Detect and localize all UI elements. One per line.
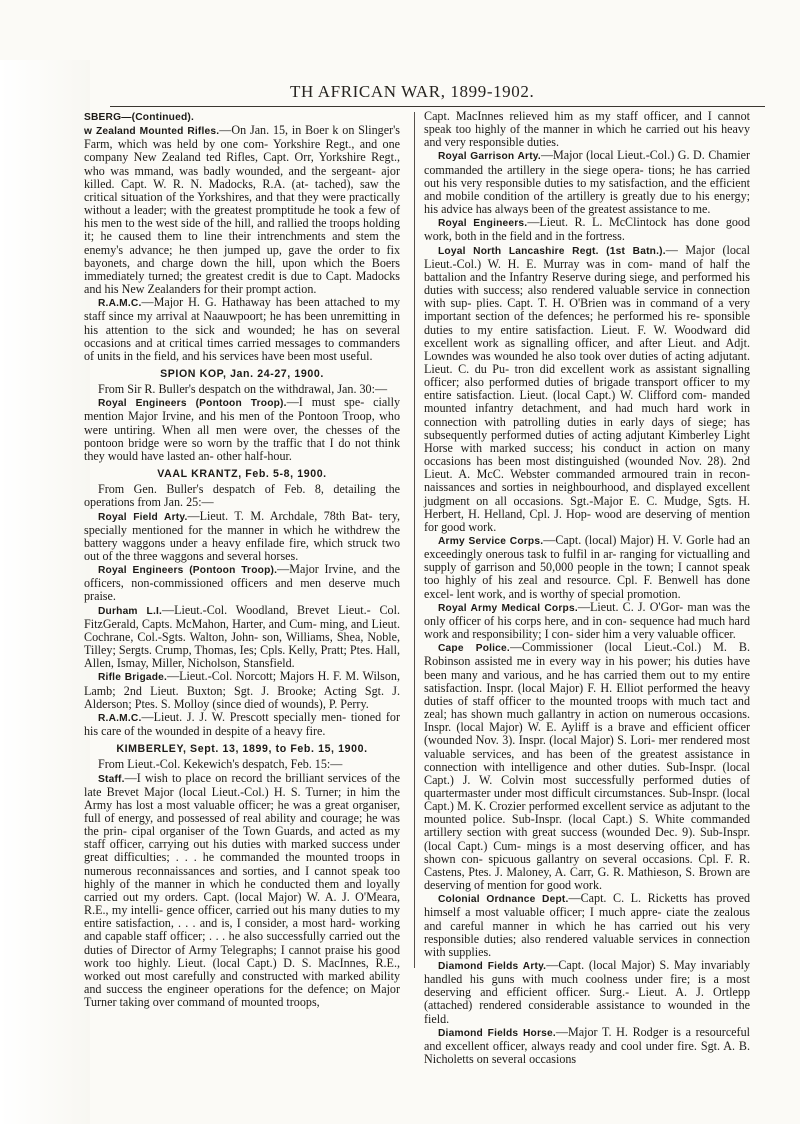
section-heading: VAAL KRANTZ, Feb. 5-8, 1900.	[157, 468, 327, 481]
entry-paragraph	[424, 892, 750, 959]
right-column	[424, 110, 750, 1066]
entry-paragraph	[424, 244, 750, 534]
entry-text: —Lieut. R. L. McClintock has done good work, both in the field and in the fortress.	[424, 215, 751, 244]
entry-text: —Capt. (local) Major) H. V. Gorle had an exceedingly onerous task to fulfil in ar- ranging for victualling and supply of garrison and 50,000 people in the town; I cannot speak too highly of his zeal and resource. Cpl. F. Benwell has done excel- lent work, and is worthy of special promotion.	[424, 533, 750, 601]
entry-text: —Lieut.-Col. Norcott; Majors H. F. M. Wilson, Lamb; 2nd Lieut. Buxton; Sgt. J. Brooke; Acting Sgt. J. Alderson; Ptes. S. Molloy (since died of wounds), P. Perry.	[84, 669, 400, 711]
unit-heading: R.A.M.C.	[98, 712, 142, 724]
section-heading: SPION KOP, Jan. 24-27, 1900.	[160, 367, 324, 380]
running-head: TH AFRICAN WAR, 1899-1902.	[290, 82, 535, 101]
entry-paragraph	[84, 772, 400, 1010]
entry-text: —Capt. (local Major) S. May invariably handled his guns with much coolness under fire; is a most deserving and efficient officer. Surg.- Lieut. A. J. Ortlepp (attached) rendered considerable assistance to wounded in the field.	[424, 958, 750, 1026]
despatch-intro: From Lieut.-Col. Kekewich's despatch, Feb. 15:—	[98, 757, 343, 772]
unit-heading: Staff.	[98, 773, 125, 785]
entry-paragraph	[84, 296, 400, 363]
unit-heading: Colonial Ordnance Dept.	[438, 894, 569, 906]
entry-paragraph	[424, 149, 750, 216]
entry-text: —Major T. H. Rodger is a resourceful and excellent officer, always ready and cool under fire. Sgt. A. B. Nicholetts on several occasions	[424, 1024, 750, 1067]
unit-heading: Loyal North Lancashire Regt. (1st Batn.).	[438, 245, 666, 257]
section-heading: KIMBERLEY, Sept. 13, 1899, to Feb. 15, 1900.	[116, 743, 368, 756]
entry-text: —I must spe- cially mention Major Irvine, and his men of the Pontoon Troop, who were untiring. When all men were over, the chesses of the pontoon bridge were so worn by the traffic that I do not think they would have lasted an- other half-hour.	[84, 395, 400, 463]
entry-paragraph: Capt. MacInnes relieved him as my staff officer, and I cannot speak too highly of the manner in which he carried out his heavy and very responsible duties.	[424, 109, 750, 150]
entry-text: —Major Irvine, and the officers, non-commissioned officers and men deserve much praise.	[84, 562, 400, 604]
unit-heading: w Zealand Mounted Rifles.	[84, 126, 220, 138]
unit-heading: Royal Engineers (Pontoon Troop).	[98, 398, 287, 410]
entry-paragraph	[84, 396, 400, 463]
unit-heading: Diamond Fields Arty.	[438, 961, 547, 972]
unit-heading: R.A.M.C.	[98, 298, 142, 310]
entry-text: —Major H. G. Hathaway has been attached to my staff since my arrival at Naauwpoort; he has been unremitting in his attention to the sick and wounded; he has on several occasions and at critical times carried messages to commanders of units in the field, and his services have been most useful.	[84, 295, 400, 363]
entry-paragraph	[424, 601, 750, 641]
entry-paragraph	[84, 711, 400, 738]
unit-heading: Rifle Brigade.	[98, 672, 168, 684]
entry-text: —Lieut. C. J. O'Gor- man was the only officer of his corps here, and in con- sequence had much hard work and responsibility; I con- sider him a very valuable officer.	[424, 599, 750, 642]
entry-paragraph	[424, 1026, 750, 1066]
continued-heading: SBERG—(Continued).	[84, 112, 194, 123]
column-divider	[414, 112, 415, 968]
entry-text: —Lieut.-Col. Woodland, Brevet Lieut.- Col. FitzGerald, Capts. McMahon, Harter, and Cum- ming, and Lieut. Cochrane, Col.-Sgts. Walton, John- son, Williams, Shea, Noble, Tilley; Sergts. Crump, Thomas, Ies; Cpls. Kelly, Pratt; Ptes. Hall, Allen, Ismay, Miller, Nicholson, Stansfield.	[84, 602, 400, 671]
header-rule	[110, 106, 765, 107]
page-edge-shadow	[0, 60, 90, 1124]
despatch-intro: From Gen. Buller's despatch of Feb. 8, detailing the operations from Jan. 25:—	[84, 482, 400, 510]
entry-text: —Lieut. T. M. Archdale, 78th Bat- tery, specially mentioned for the manner in which he withdrew the battery waggons under a heavy enfilade fire, which struck two out of the three waggons and several horses.	[84, 508, 400, 563]
entry-paragraph	[84, 670, 400, 710]
unit-heading: Royal Engineers (Pontoon Troop).	[98, 565, 278, 577]
entry-paragraph	[84, 124, 400, 296]
unit-heading: Army Service Corps.	[438, 536, 544, 547]
unit-heading: Royal Garrison Arty.	[438, 151, 541, 163]
entry-text: —Lieut. J. J. W. Prescott specially men- tioned for his care of the wounded in despite of a heavy fire.	[84, 709, 400, 739]
unit-heading: Durham L.I.	[98, 605, 163, 617]
entry-paragraph	[84, 563, 400, 603]
entry-text: —Commissioner (local Lieut.-Col.) M. B. Robinson assisted me in every way in his power; his duties have been many and various, and he has carried them out to my entire satisfaction. Inspr. (local Major) F. H. Elliot performed the heavy duties of staff officer to the mounted troops with much tact and zeal; has shown much gallantry in action on numerous occasions. Inspr. (local Major) W. E. Ayliff is a brave and efficient officer (wounded Nov. 3). Inspr. (local Major) S. Lori- mer rendered most valuable services, and has been of the greatest assistance in connection with intelligence and other duties. Sub-Inspr. (local Capt.) J. W. Colvin most successfully performed duties of quartermaster under most difficult circumstances. Sub-Inspr. (local Capt.) M. K. Crozier performed excellent service as adjutant to the mounted police. Sub-Inspr. (local Capt.) S. White commanded artillery section with great success (wounded Dec. 9). Sub-Inspr. (local Capt.) Cum- mings is a most deserving officer, and has shown con- spicuous gallantry on several occasions. Cpl. F. R. Castens, Ptes. J. Maloney, A. Carr, G. R. Mathieson, S. Brown are deserving of mention for good work.	[424, 640, 751, 893]
despatch-intro: From Sir R. Buller's despatch on the withdrawal, Jan. 30:—	[98, 382, 388, 397]
entry-paragraph	[84, 510, 400, 564]
unit-heading: Royal Engineers.	[438, 218, 528, 230]
entry-text: —I wish to place on record the brilliant services of the late Brevet Major (local Lieut.-Col.) H. S. Turner; in him the Army has lost a most valuable officer; he was a great organiser, full of energy, and possessed of real ability and courage; he was the prin- cipal organiser of the Town Guards, and acted as my staff officer, carrying out his duties with marked success under great difficulties; . . . he commanded the mounted troops in numerous reconnaissances and sorties, and I cannot speak too highly of the manner in which he conducted them and loyally carried out my orders. Capt. (local Major) W. A. J. O'Meara, R.E., my intelli- gence officer, carried out his many duties to my entire satisfaction, . . . and is, I consider, a most hard- working and capable staff officer; . . . he also successfully carried out the duties of Director of Army Telegraphs; I cannot praise his good work too highly. Lieut. (local Capt.) D. S. MacInnes, R.E., worked out most carefully and constructed with marked ability and success the engineer operations for the defence; on Major Turner taking over command of mounted troops,	[84, 770, 400, 1010]
entry-paragraph	[424, 959, 750, 1026]
entry-paragraph	[424, 641, 750, 892]
unit-heading: Diamond Fields Horse.	[438, 1027, 556, 1039]
unit-heading: Cape Police.	[438, 643, 510, 655]
unit-heading: Royal Army Medical Corps.	[438, 602, 578, 614]
left-column	[84, 110, 400, 1009]
entry-text: —Capt. C. L. Ricketts has proved himself a most valuable officer; I much appre- ciate the zealous and careful manner in which he has carried out his very responsible duties; also rendered valuable services in connection with supplies.	[424, 891, 750, 959]
entry-text: —Major (local Lieut.-Col.) G. D. Chamier commanded the artillery in the siege opera- tions; he has carried out his very responsible duties to my satisfaction, and the efficient and mobile condition of the artillery is greatly due to his energy; his advice has always been of the greatest assistance to me.	[424, 148, 750, 217]
unit-heading: Royal Field Arty.	[98, 511, 188, 523]
entry-text: — Major (local Lieut.-Col.) W. H. E. Murray was in com- mand of half the battalion and the Infantry Reserve during siege, and performed his duties with success; also rendered valuable service in connection with sup- plies. Capt. T. H. O'Brien was in command of a very important section of the defences; he performed his re- sponsible duties to my entire satisfaction. Lieut. F. W. Woodward did excellent work as signalling officer, and after Lieut. and Adjt. Lowndes was wounded he also took over duties of acting adjutant. Lieut. C. du Pu- tron did excellent work as assistant signalling officer; also performed duties of brigade transport officer to my entire satisfaction. Lieut. (local Capt.) W. Clifford com- manded mounted infantry detachment, and had much hard work in connection with patrolling duties in early days of siege; has subsequently performed duties of acting adjutant Kimberley Light Horse with marked success; his conduct in action on many occasions has been most distinguished (wounded Nov. 28). 2nd Lieut. A. McC. Webster commanded armoured train in recon- naissances and sorties in neighbourhood, and displayed excellent judgment on all occasions. Sgt.-Major E. C. Mudge, Sgts. H. Herbert, H. Helland, Cpl. J. Hop- wood are deserving of mention for good work.	[424, 242, 750, 534]
entry-paragraph	[84, 604, 400, 671]
entry-text: —On Jan. 15, in Boer k on Slinger's Farm, which was held by one com- Yorkshire Regt., and one company New Zealand ted Rifles, Capt. Orr, Yorkshire Regt., who was mmand, was badly wounded, and the sergeant- ajor killed. Capt. W. R. N. Madocks, R.A. (at- tached), saw the critical situation of the Yorkshires, and that they were practically without a leader; with the greatest promptitude he took a few of his men to the west side of the hill, and rallied the troops holding it; he caused them to line their intrenchments and stem the enemy's advance; he then jumped up, gave the order to fix bayonets, and charge down the hill, upon which the Boers immediately turned; the greatest credit is due to Capt. Madocks and his New Zealanders for their prompt action.	[84, 123, 400, 297]
entry-paragraph	[424, 216, 750, 243]
entry-paragraph	[424, 534, 750, 601]
